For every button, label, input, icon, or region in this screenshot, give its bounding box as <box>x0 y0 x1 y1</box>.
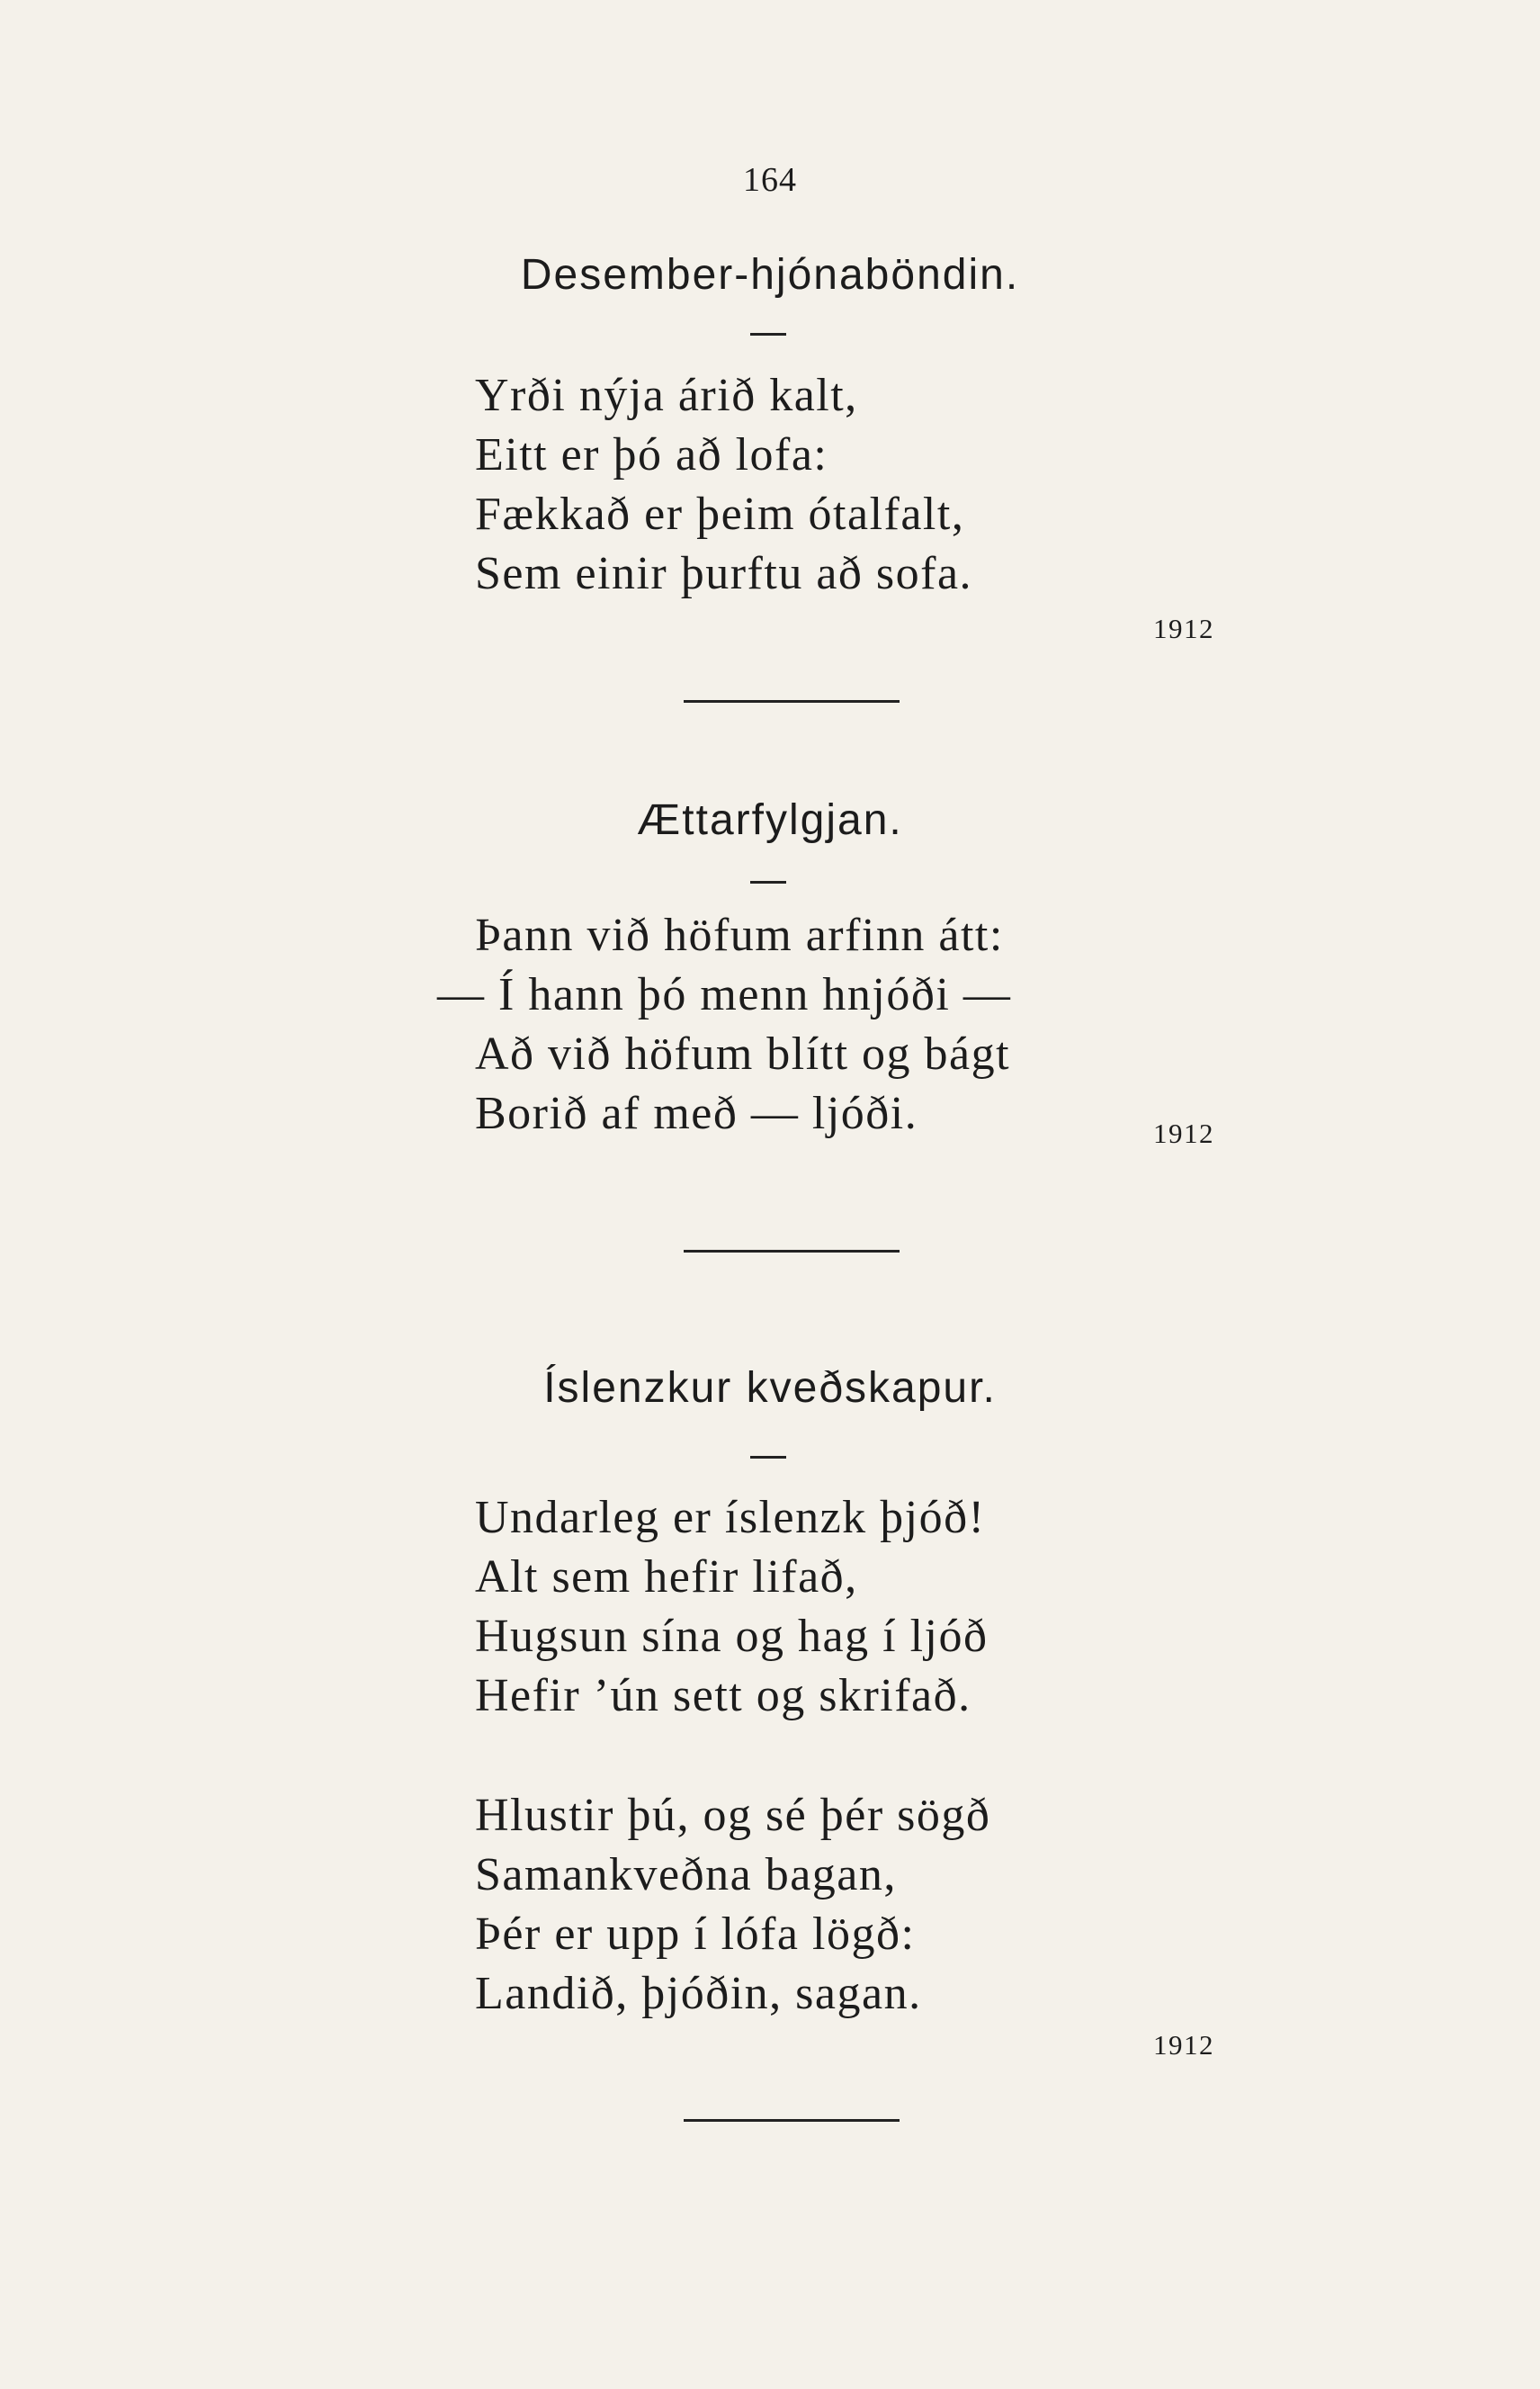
verse-line: Hlustir þú, og sé þér sögð <box>475 1790 991 1841</box>
title-rule <box>750 333 786 336</box>
poem-year: 1912 <box>1153 613 1214 644</box>
stanza <box>437 906 1012 1144</box>
poem-title: Íslenzkur kveðskapur. <box>543 1364 997 1412</box>
verse-line: Sem einir þurftu að sofa. <box>475 548 973 599</box>
verse-line: Borið af með — ljóði. <box>475 1088 918 1139</box>
verse-line: Alt sem hefir lifað, <box>475 1551 858 1603</box>
page-number: 164 <box>743 161 797 199</box>
section-divider <box>684 2119 900 2122</box>
verse-line: Yrði nýja árið kalt, <box>475 370 858 421</box>
verse-line: Samankveðna bagan, <box>475 1849 897 1900</box>
verse-line: Fækkað er þeim ótalfalt, <box>475 489 965 540</box>
stanza <box>475 366 972 604</box>
poem-year: 1912 <box>1153 2029 1214 2061</box>
verse-line: Eitt er þó að lofa: <box>475 429 828 480</box>
section-divider <box>684 700 900 703</box>
poem-title: Desember-hjónaböndin. <box>520 251 1020 299</box>
title-rule <box>750 1456 786 1459</box>
verse-line: Hugsun sína og hag í ljóð <box>475 1611 989 1662</box>
verse-line: Þann við höfum arfinn átt: <box>475 910 1004 961</box>
verse-line: Undarleg er íslenzk þjóð! <box>475 1492 986 1543</box>
poem-year: 1912 <box>1153 1118 1214 1149</box>
stanza <box>475 1786 990 2024</box>
verse-line: Að við höfum blítt og bágt <box>475 1028 1011 1080</box>
verse-line: Þér er upp í lófa lögð: <box>475 1909 916 1960</box>
verse-line: — Í hann þó menn hnjóði — <box>437 969 1012 1020</box>
verse-line: Hefir ’ún sett og skrifað. <box>475 1670 971 1721</box>
poem-title: Ættarfylgjan. <box>637 796 903 844</box>
title-rule <box>750 881 786 884</box>
section-divider <box>684 1250 900 1253</box>
stanza <box>475 1488 988 1726</box>
verse-line: Landið, þjóðin, sagan. <box>475 1968 922 2019</box>
